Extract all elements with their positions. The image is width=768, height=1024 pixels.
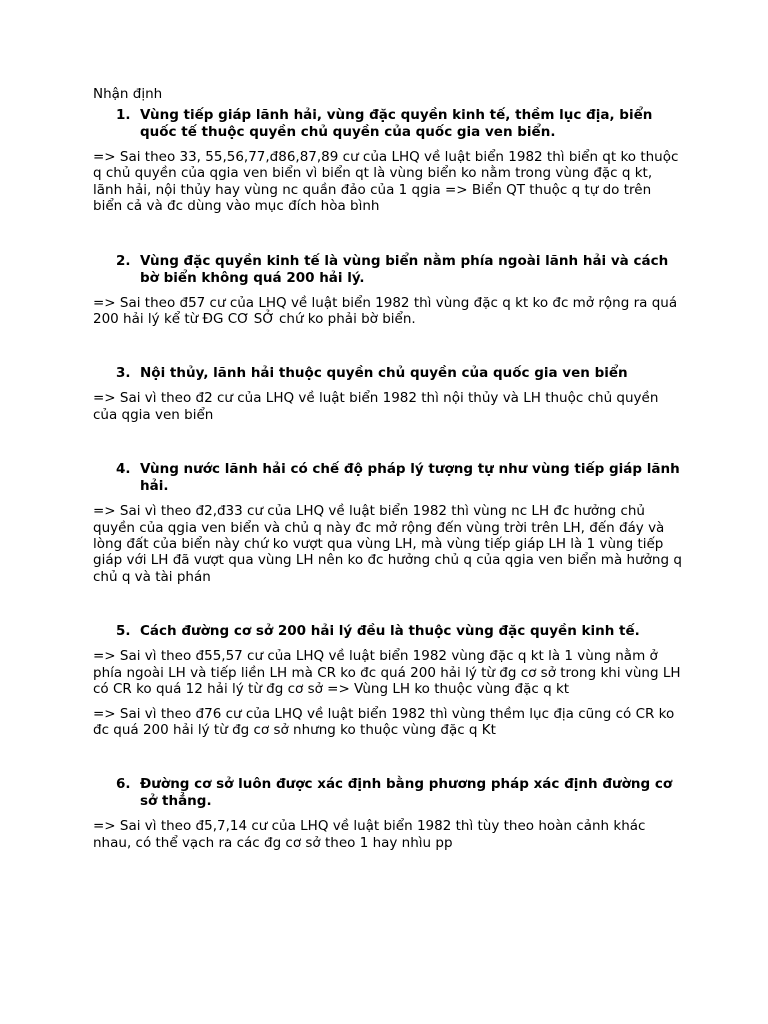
statement-text: Nội thủy, lãnh hải thuộc quyền chủ quyền của quốc gia ven biển bbox=[140, 365, 628, 382]
statement-item-6 bbox=[93, 776, 682, 851]
statement-item-2 bbox=[93, 253, 682, 328]
statement-question bbox=[93, 776, 682, 810]
statement-answer: => Sai vì theo đ2,đ33 cư của LHQ về luật biển 1982 thì vùng nc LH đc hưởng chủ quyền của qgia ven biển và chủ q này đc mở rộng đến vùng trời trên LH, đến đáy và lòng đất của biển này chứ ko vượt qua vùng LH, mà vùng tiếp giáp LH là 1 vùng tiếp giáp với LH đã vượt qua vùng LH nên ko đc hưởng chủ q của qgia ven biển mà hưởng q chủ q và tài phán bbox=[93, 503, 682, 585]
statement-number: 4. bbox=[116, 461, 131, 478]
statement-answer: => Sai theo 33, 55,56,77,đ86,87,89 cư của LHQ về luật biển 1982 thì biển qt ko thuộc q chủ quyền của qgia ven biển vì biển qt là vùng biển ko nằm trong vùng đặc q kt, lãnh hải, nội thủy hay vùng nc quần đảo của 1 qgia => Biển QT thuộc q tự do trên biển cả và đc dùng vào mục đích hòa bình bbox=[93, 149, 679, 215]
statement-number: 3. bbox=[116, 365, 131, 382]
statement-text: Cách đường cơ sở 200 hải lý đều là thuộc vùng đặc quyền kinh tế. bbox=[140, 623, 640, 640]
statement-question bbox=[93, 461, 682, 495]
document-heading: Nhận định bbox=[93, 86, 163, 102]
statement-answer: => Sai vì theo đ55,57 cư của LHQ về luật biển 1982 vùng đặc q kt là 1 vùng nằm ở phía ngoài LH và tiếp liền LH mà CR ko đc quá 200 hải lý từ đg cơ sở trong khi vùng LH có CR ko quá 12 hải lý từ đg cơ sở => Vùng LH ko thuộc vùng đặc q kt bbox=[93, 648, 681, 698]
statement-number: 5. bbox=[116, 623, 131, 640]
statement-question bbox=[93, 253, 682, 287]
statement-answer: => Sai theo đ57 cư của LHQ về luật biển 1982 thì vùng đặc q kt ko đc mở rộng ra quá 200 hải lý kể từ ĐG CƠ SỞ chứ ko phải bờ biển. bbox=[93, 294, 678, 328]
statement-item-5 bbox=[93, 623, 682, 738]
statement-answer: => Sai vì theo đ76 cư của LHQ về luật biển 1982 thì vùng thềm lục địa cũng có CR ko đc quá 200 hải lý từ đg cơ sở nhưng ko thuộc vùng đặc q Kt bbox=[93, 705, 675, 738]
statement-text: Vùng đặc quyền kinh tế là vùng biển nằm phía ngoài lãnh hải và cách bờ biển không quá 200 hải lý. bbox=[140, 252, 669, 286]
statement-question bbox=[93, 107, 682, 141]
statement-text: Vùng tiếp giáp lãnh hải, vùng đặc quyền kinh tế, thềm lục địa, biển quốc tế thuộc quyền chủ quyền của quốc gia ven biển. bbox=[140, 107, 653, 140]
statement-answer: => Sai vì theo đ2 cư của LHQ về luật biển 1982 thì nội thủy và LH thuộc chủ quyền của qgia ven biển bbox=[93, 390, 659, 423]
statement-item-1 bbox=[93, 107, 682, 215]
statement-question bbox=[93, 365, 682, 382]
statement-number: 1. bbox=[116, 107, 131, 123]
statement-item-3 bbox=[93, 365, 682, 423]
statement-number: 6. bbox=[116, 776, 131, 793]
statement-item-4 bbox=[93, 461, 682, 585]
statement-text: Vùng nước lãnh hải có chế độ pháp lý tượng tự như vùng tiếp giáp lãnh hải. bbox=[140, 461, 680, 495]
statement-text: Đường cơ sở luôn được xác định bằng phương pháp xác định đường cơ sở thẳng. bbox=[140, 776, 673, 810]
statement-question bbox=[93, 623, 682, 640]
statement-number: 2. bbox=[116, 252, 131, 269]
statement-answer: => Sai vì theo đ5,7,14 cư của LHQ về luật biển 1982 thì tùy theo hoàn cảnh khác nhau, có thể vạch ra các đg cơ sở theo 1 hay nhìu pp bbox=[93, 818, 646, 851]
